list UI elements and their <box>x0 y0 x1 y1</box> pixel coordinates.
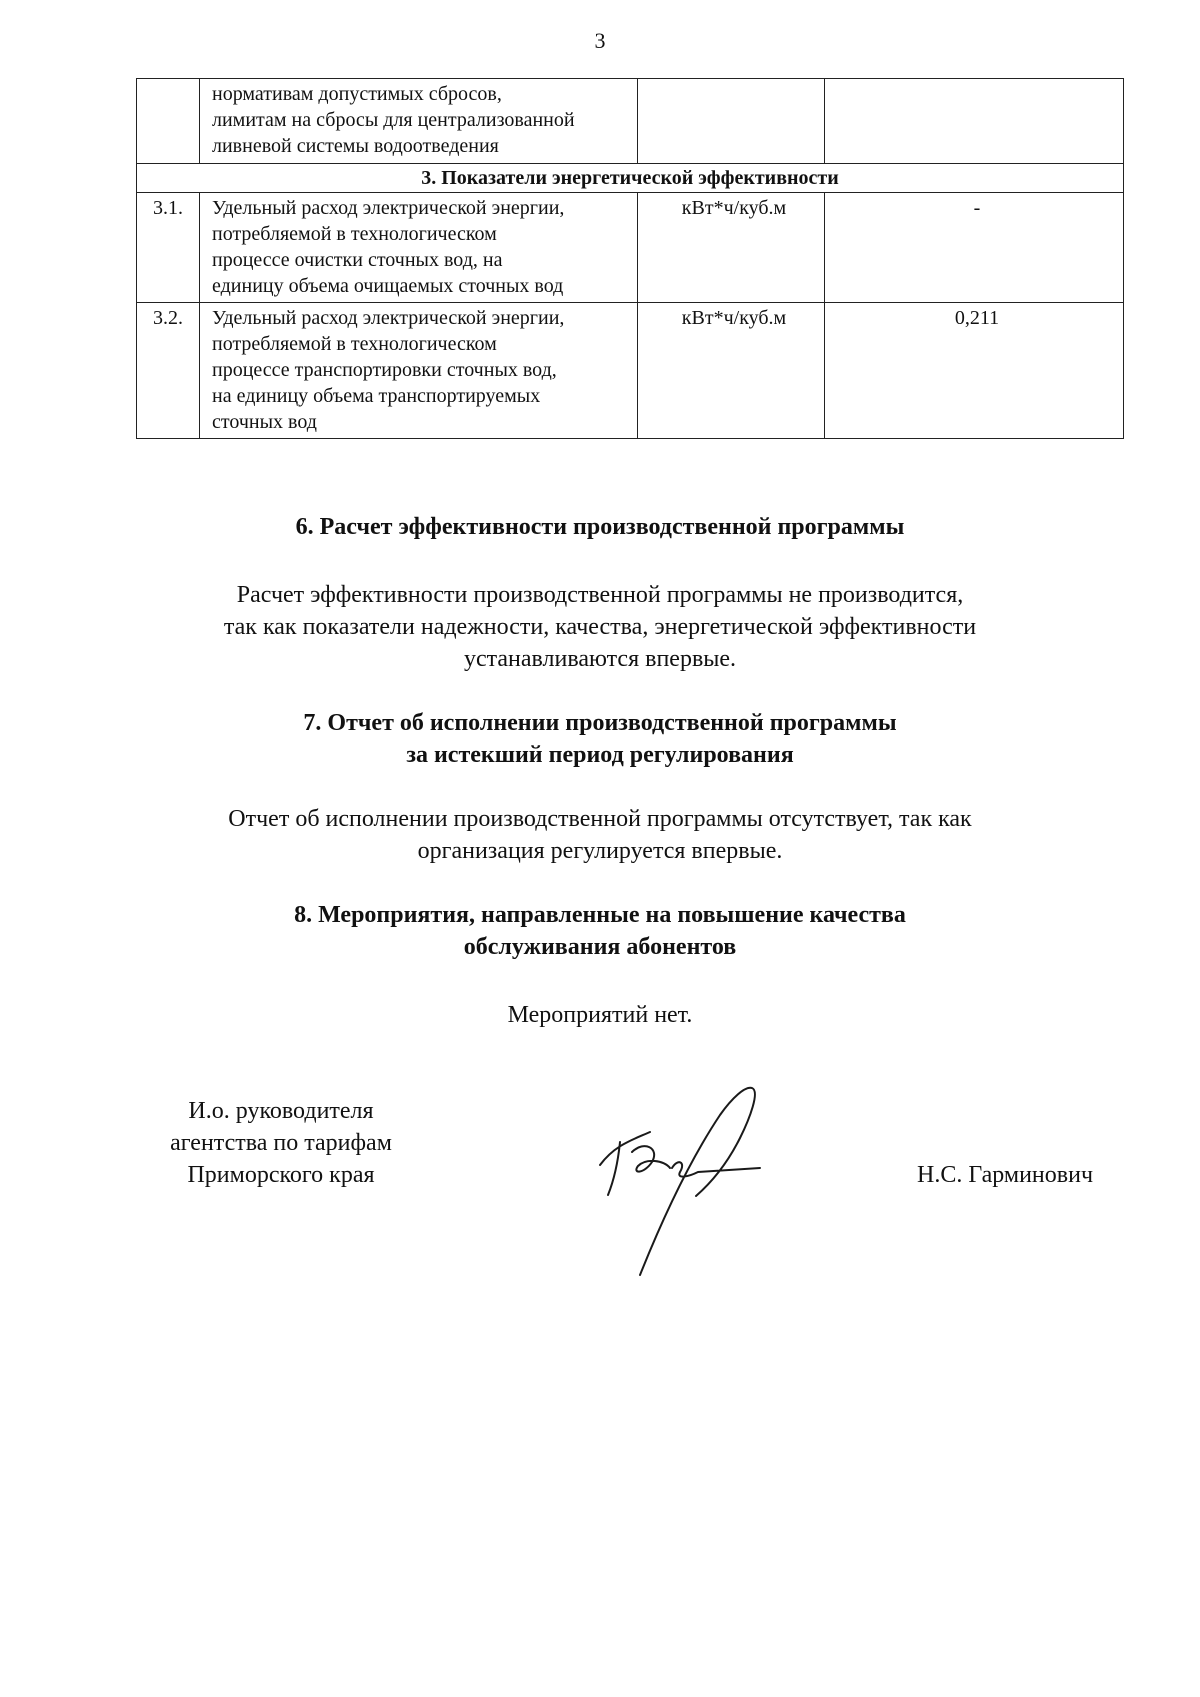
paragraph-line: организация регулируется впервые. <box>417 838 783 864</box>
heading-line: обслуживания абонентов <box>463 934 737 960</box>
value-cell: - <box>825 193 1124 303</box>
paragraph-line: так как показатели надежности, качества, энергетической эффективности <box>223 614 977 640</box>
indicator-line: потребляемой в технологическом <box>212 223 497 245</box>
indicators-table <box>136 78 1124 439</box>
section-7-text <box>0 803 1200 867</box>
indicator-line: Удельный расход электрической энергии, <box>212 197 565 219</box>
indicator-line: сточных вод <box>212 411 317 433</box>
paragraph-line: Расчет эффективности производственной программы не производится, <box>236 582 964 608</box>
indicator-line: на единицу объема транспортируемых <box>212 385 541 407</box>
table-row-continuation <box>137 79 1124 164</box>
indicator-name-cell <box>200 79 638 164</box>
section-6-text <box>0 579 1200 675</box>
indicator-line: Удельный расход электрической энергии, <box>212 307 565 329</box>
table-section-header <box>137 164 1124 193</box>
indicator-line: нормативам допустимых сбросов, <box>212 83 502 105</box>
position-line: Приморского края <box>187 1162 375 1188</box>
indicator-line: процессе очистки сточных вод, на <box>212 249 503 271</box>
value-cell: 0,211 <box>825 303 1124 439</box>
heading-line: за истекший период регулирования <box>406 742 794 768</box>
unit-cell: кВт*ч/куб.м <box>638 303 825 439</box>
indicator-name-cell <box>200 303 638 439</box>
heading-line: 8. Мероприятия, направленные на повышение качества <box>294 902 906 928</box>
handwritten-signature <box>580 1070 780 1280</box>
section-7-heading <box>0 707 1200 771</box>
indicator-line: единицу объема очищаемых сточных вод <box>212 275 564 297</box>
signatory-name: Н.С. Гарминович <box>916 1162 1094 1188</box>
section-header-cell: 3. Показатели энергетической эффективности <box>137 164 1124 193</box>
value-cell <box>825 79 1124 164</box>
paragraph-line: устанавливаются впервые. <box>463 646 737 672</box>
paragraph-line: Отчет об исполнении производственной программы отсутствует, так как <box>228 806 972 832</box>
unit-cell <box>638 79 825 164</box>
table-row <box>137 303 1124 439</box>
indicator-line: ливневой системы водоотведения <box>212 135 499 157</box>
heading-line: 7. Отчет об исполнении производственной программы <box>303 710 897 736</box>
indicator-line: лимитам на сбросы для централизованной <box>212 109 575 131</box>
indicator-line: процессе транспортировки сточных вод, <box>212 359 557 381</box>
indicator-name-cell <box>200 193 638 303</box>
page-number: 3 <box>594 28 606 53</box>
section-6-heading: 6. Расчет эффективности производственной программы <box>295 514 905 540</box>
section-8-heading <box>0 899 1200 963</box>
row-number-cell: 3.1. <box>137 193 200 303</box>
position-line: агентства по тарифам <box>170 1130 392 1156</box>
section-8-text: Мероприятий нет. <box>507 1002 693 1028</box>
unit-cell: кВт*ч/куб.м <box>638 193 825 303</box>
row-number-cell: 3.2. <box>137 303 200 439</box>
table-row <box>137 193 1124 303</box>
signatory-position <box>136 1095 426 1191</box>
row-number-cell <box>137 79 200 164</box>
indicator-line: потребляемой в технологическом <box>212 333 497 355</box>
position-line: И.о. руководителя <box>188 1098 374 1124</box>
